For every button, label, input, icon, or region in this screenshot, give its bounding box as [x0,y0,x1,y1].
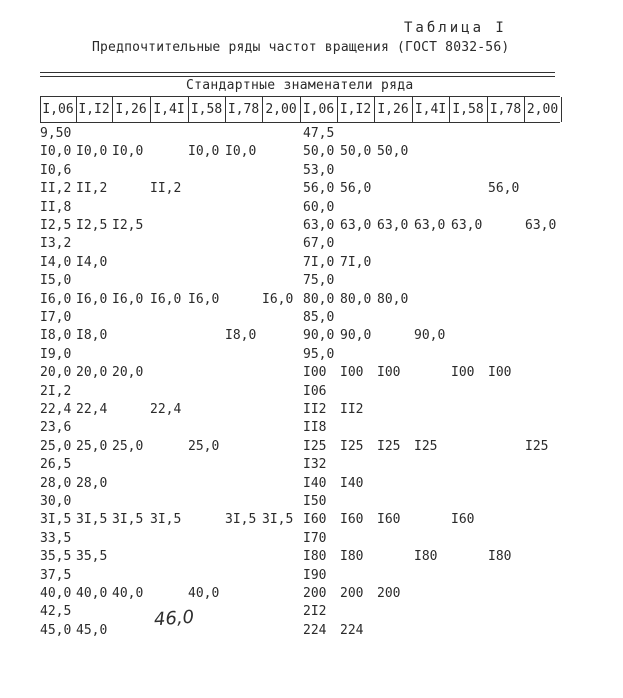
table-cell: 20,0 [40,365,72,381]
table-cell: 80,0 [303,291,335,307]
table-cell: 7I,0 [340,254,372,270]
table-cell: 35,5 [76,549,108,565]
column-header: I,I2 [339,102,372,117]
table-cell: 200 [303,586,327,601]
table-cell: 35,5 [40,549,72,565]
table-cell: I80 [340,549,364,565]
table-cell: I2,5 [76,218,108,233]
table-cell: I60 [340,512,364,528]
column-header: I,58 [452,102,484,117]
group-header: Стандартные знаменатели ряда [186,78,414,93]
column-header: I,4I [414,102,447,117]
table-cell: 23,6 [40,420,72,436]
table-cell: I00 [488,365,512,381]
table-cell: 33,5 [40,530,72,546]
table-cell: I2,5 [112,218,144,233]
table-cell: 25,0 [40,438,72,454]
table-cell: 42,5 [40,604,72,620]
table-cell: II,2 [76,181,108,197]
table-cell: I8,0 [76,328,108,344]
top-rule [40,72,555,73]
table-cell: 25,0 [112,438,144,454]
table-cell: I50 [303,494,327,509]
table-cell: I25 [340,438,364,454]
table-cell: II2 [340,402,364,417]
table-cell: I60 [451,512,475,528]
column-header: 2,00 [526,102,559,117]
table-cell: 56,0 [340,181,372,197]
table-cell: I0,0 [188,144,220,160]
table-cell: 67,0 [303,236,335,252]
table-cell: 3I,5 [150,512,182,528]
column-header: I,26 [115,102,147,117]
table-cell: I9,0 [40,346,72,362]
column-header: I,I2 [78,102,110,117]
handwritten-note: 46,0 [153,606,195,631]
column-header: I,26 [377,102,409,117]
table-cell: 56,0 [488,181,520,197]
column-header: I,4I [153,102,185,117]
table-cell: I2,5 [40,218,72,233]
table-cell: 90,0 [414,328,446,344]
table-label: Таблица I [404,20,507,36]
table-cell: 45,0 [40,622,72,638]
top-rule-double [40,76,555,77]
table-cell: 30,0 [40,494,72,509]
table-cell: 22,4 [150,402,182,417]
table-cell: I40 [303,475,327,491]
table-cell: 7I,0 [303,254,335,270]
table-cell: 25,0 [188,438,220,454]
table-cell: 200 [377,586,401,601]
table-cell: 63,0 [377,218,409,233]
table-cell: I00 [451,365,475,381]
table-cell: 20,0 [76,365,108,381]
table-cell: I4,0 [40,254,72,270]
table-cell: 50,0 [340,144,372,160]
table-cell: I25 [303,438,327,454]
table-cell: I4,0 [76,254,108,270]
table-cell: II,8 [40,199,72,215]
table-cell: 90,0 [303,328,335,344]
table-cell: I0,0 [76,144,108,160]
table-cell: 3I,5 [76,512,108,528]
table-cell: I5,0 [40,273,72,289]
table-cell: 80,0 [340,291,372,307]
column-header-rule [40,122,560,123]
table-cell: 50,0 [377,144,409,160]
table-cell: 40,0 [188,586,220,601]
table-cell: 60,0 [303,199,335,215]
table-cell: 25,0 [76,438,108,454]
table-cell: I6,0 [188,291,220,307]
table-cell: I25 [414,438,438,454]
table-cell: 63,0 [340,218,372,233]
column-header: 2,00 [265,102,297,117]
table-cell: II8 [303,420,327,436]
table-cell: 3I,5 [112,512,144,528]
table-cell: I80 [303,549,327,565]
table-cell: 2I2 [303,604,327,620]
table-cell: I3,2 [40,236,72,252]
table-cell: 63,0 [414,218,446,233]
table-cell: I90 [303,567,327,583]
document-title: Предпочтительные ряды частот вращения (ГОСТ 8032-56) [92,40,510,55]
table-cell: 63,0 [303,218,335,233]
table-cell: I0,0 [112,144,144,160]
table-cell: I80 [488,549,512,565]
table-cell: I0,6 [40,162,72,178]
table-cell: I25 [377,438,401,454]
table-cell: 3I,5 [225,512,257,528]
table-cell: 80,0 [377,291,409,307]
table-cell: II,2 [150,181,182,197]
header-separator [561,97,562,122]
table-cell: 90,0 [340,328,372,344]
table-cell: I80 [414,549,438,565]
column-header: I,58 [190,102,223,117]
table-cell: 53,0 [303,162,335,178]
table-cell: 224 [303,622,327,638]
table-cell: I00 [340,365,364,381]
table-cell: 22,4 [40,402,72,417]
table-cell: 28,0 [40,475,72,491]
table-cell: I0,0 [40,144,72,160]
table-cell: 40,0 [76,586,108,601]
table-cell: 26,5 [40,457,72,473]
table-cell: I06 [303,383,327,399]
table-cell: 40,0 [40,586,72,601]
column-header: I,78 [489,102,522,117]
table-cell: 28,0 [76,475,108,491]
table-cell: 224 [340,622,364,638]
table-cell: I00 [303,365,327,381]
table-cell: I6,0 [262,291,294,307]
table-cell: I00 [377,365,401,381]
table-cell: 75,0 [303,273,335,289]
table-cell: I6,0 [112,291,144,307]
table-cell: 45,0 [76,622,108,638]
table-cell: I8,0 [225,328,257,344]
table-cell: 2I,2 [40,383,72,399]
table-cell: 3I,5 [40,512,72,528]
table-cell: 56,0 [303,181,335,197]
column-header: I,06 [302,102,335,117]
table-cell: I7,0 [40,310,72,325]
table-cell: I70 [303,530,327,546]
table-cell: I40 [340,475,364,491]
table-cell: 50,0 [303,144,335,160]
column-header: I,78 [227,102,260,117]
table-cell: 22,4 [76,402,108,417]
table-cell: 9,50 [40,126,72,141]
table-cell: I8,0 [40,328,72,344]
table-cell: 85,0 [303,310,335,325]
table-cell: I6,0 [76,291,108,307]
table-cell: I0,0 [225,144,257,160]
table-cell: I6,0 [150,291,182,307]
table-cell: II,2 [40,181,72,197]
table-cell: 37,5 [40,567,72,583]
table-cell: 20,0 [112,365,144,381]
table-cell: 63,0 [525,218,557,233]
column-header: I,06 [42,102,74,117]
table-cell: 95,0 [303,346,335,362]
table-cell: I60 [303,512,327,528]
table-cell: 40,0 [112,586,144,601]
table-cell: 63,0 [451,218,483,233]
table-cell: I25 [525,438,549,454]
table-cell: I6,0 [40,291,72,307]
table-cell: I32 [303,457,327,473]
table-cell: I60 [377,512,401,528]
table-cell: 3I,5 [262,512,294,528]
table-cell: 200 [340,586,364,601]
table-cell: II2 [303,402,327,417]
table-cell: 47,5 [303,126,335,141]
